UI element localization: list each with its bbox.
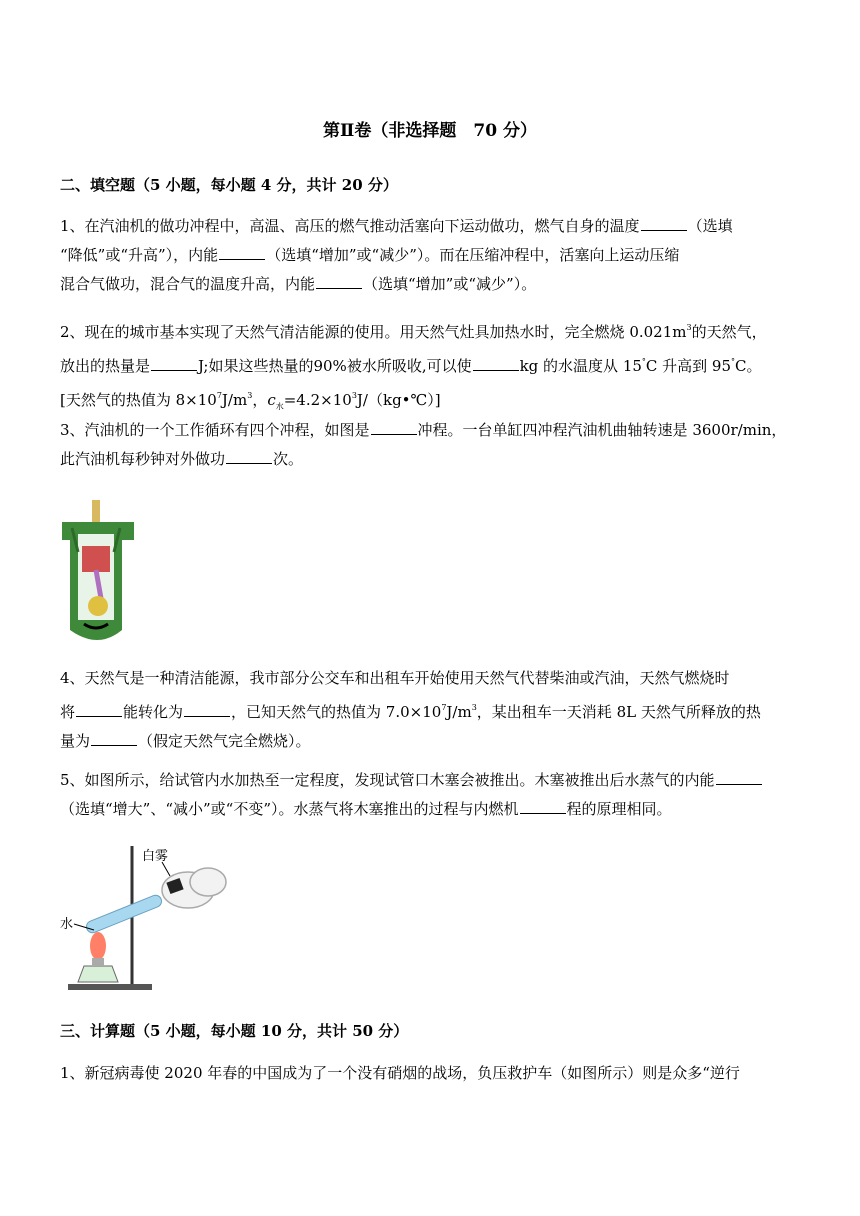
- flywheel: [88, 596, 108, 616]
- flame: [90, 932, 106, 960]
- answer-blank[interactable]: [91, 731, 137, 746]
- answer-blank[interactable]: [76, 702, 122, 717]
- stand-base: [68, 984, 152, 990]
- spark-plug: [92, 500, 100, 522]
- test-tube: [85, 893, 164, 934]
- answer-blank[interactable]: [371, 420, 417, 435]
- section-heading-calculation: 三、计算题（5 小题，每小题 10 分，共计 50 分）: [60, 1022, 409, 1040]
- answer-blank[interactable]: [716, 770, 762, 785]
- question-calc-1: 1、新冠病毒使 2020 年春的中国成为了一个没有硝烟的战场，负压救护车（如图所示）则是众多“逆行: [60, 1064, 740, 1082]
- fog-label: 白雾: [142, 849, 169, 864]
- test-tube-figure: [58, 840, 238, 996]
- question-fill-5: 5、如图所示，给试管内水加热至一定程度，发现试管口木塞会被推出。木塞被推出后水蒸气的内能 （选填“增大”、“减小”或“不变”）。水蒸气将木塞推出的过程与内燃机 程的原理相同。: [60, 766, 810, 824]
- water-label: 水: [60, 917, 74, 932]
- question-fill-3: 3、汽油机的一个工作循环有四个冲程，如图是 冲程。一台单缸四冲程汽油机曲轴转速是 3600r/min， 此汽油机每秒钟对外做功 次。: [60, 421, 787, 468]
- answer-blank[interactable]: [520, 799, 566, 814]
- answer-blank[interactable]: [316, 274, 362, 289]
- answer-blank[interactable]: [226, 449, 272, 464]
- alcohol-lamp: [78, 966, 118, 982]
- section-heading-fill-in: 二、填空题（5 小题，每小题 4 分，共计 20 分）: [60, 176, 398, 194]
- answer-blank[interactable]: [219, 245, 265, 260]
- question-fill-4: 4、天然气是一种清洁能源，我市部分公交车和出租车开始使用天然气代替柴油或汽油，天然气燃烧时 将 能转化为 ，已知天然气的热值为 $7.0\times 10^7J/m^3$，某出租车一天消耗 8L 天然气所释放的热 量为 （假定天然气完全燃烧）。: [60, 669, 761, 750]
- page-title: 第Ⅱ卷（非选择题 70 分）: [323, 121, 537, 141]
- piston: [82, 546, 110, 572]
- answer-blank[interactable]: [473, 356, 519, 371]
- answer-blank[interactable]: [641, 216, 687, 231]
- question-fill-2: 2、现在的城市基本实现了天然气清洁能源的使用。用天然气灶具加热水时，完全燃烧 $0.021m^3$的天然气， 放出的热量是 J;如果这些热量的90%被水所吸收,可以使 kg 的水温度从 15°C 升高到 95°C。 [天然气的热值为 $8\times 10^7J/m^3$，$c_水=4.2\times 10^3J/(kg•℃)$]: [60, 323, 767, 411]
- answer-blank[interactable]: [151, 356, 197, 371]
- engine-figure: [58, 500, 138, 640]
- answer-blank[interactable]: [184, 702, 230, 717]
- question-fill-1: 1、在汽油机的做功冲程中，高温、高压的燃气推动活塞向下运动做功，燃气自身的温度 （选填 “降低”或“升高”），内能 （选填“增加”或“减少”）。而在压缩冲程中，活塞向上运动压缩 混合气做功，混合气的温度升高，内能 （选填“增加”或“减少”）。: [60, 217, 733, 293]
